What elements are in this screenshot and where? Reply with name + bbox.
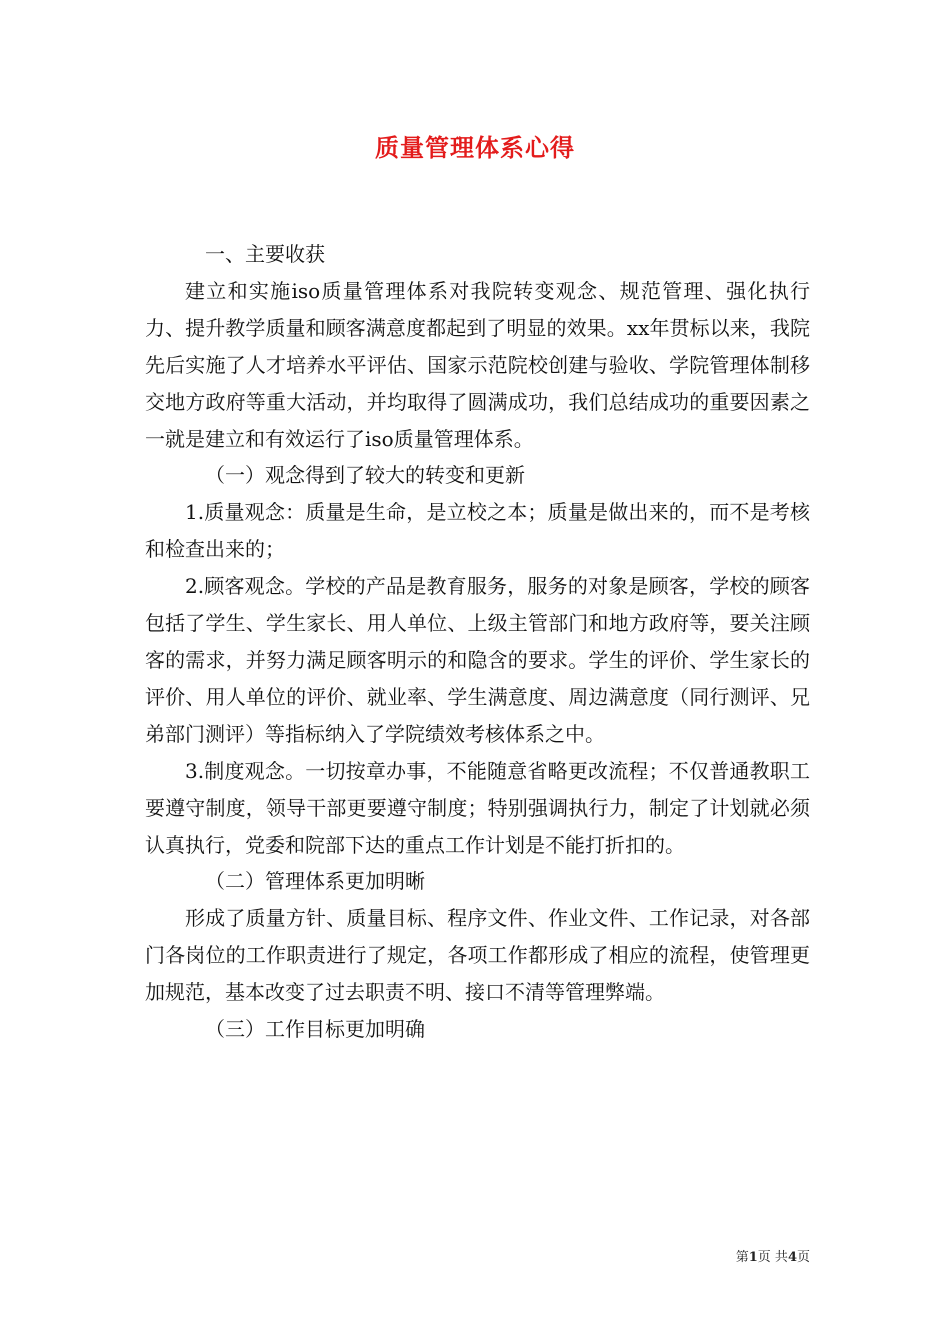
subsection-heading: （一）观念得到了较大的转变和更新 [205, 463, 525, 488]
page-title: 质量管理体系心得 [375, 133, 575, 162]
subsection-heading: （三）工作目标更加明确 [205, 1017, 425, 1042]
footer-prefix: 第 [735, 1250, 749, 1265]
total-page-number: 4 [787, 1250, 797, 1265]
body-paragraph: 建立和实施iso质量管理体系对我院转变观念、规范管理、强化执行力、提升教学质量和顾客满意度都起到了明显的效果。xx年贯标以来，我院先后实施了人才培养水平评估、国家示范院校创建与验收、学院管理体制移交地方政府等重大活动，并均取得了圆满成功，我们总结成功的重要因素之一就是建立和有效运行了iso质量管理体系。 [145, 278, 810, 451]
footer-middle: 页 共 [757, 1250, 788, 1265]
body-paragraph: 1.质量观念：质量是生命，是立校之本；质量是做出来的，而不是考核和检查出来的； [145, 500, 810, 562]
document-body [145, 236, 810, 1048]
footer-suffix: 页 [796, 1250, 810, 1265]
body-paragraph: 3.制度观念。一切按章办事，不能随意省略更改流程；不仅普通教职工要遵守制度，领导干部更要遵守制度；特别强调执行力，制定了计划就必须认真执行，党委和院部下达的重点工作计划是不能打折扣的。 [145, 758, 810, 857]
body-paragraph: 2.顾客观念。学校的产品是教育服务，服务的对象是顾客，学校的顾客包括了学生、学生家长、用人单位、上级主管部门和地方政府等，要关注顾客的需求，并努力满足顾客明示的和隐含的要求。学生的评价、学生家长的评价、用人单位的评价、就业率、学生满意度、周边满意度（同行测评、兄弟部门测评）等指标纳入了学院绩效考核体系之中。 [145, 574, 810, 746]
current-page-number: 1 [748, 1250, 758, 1265]
section-heading: 一、主要收获 [205, 242, 325, 266]
subsection-heading: （二）管理体系更加明晰 [205, 869, 425, 894]
page-footer [660, 1246, 810, 1265]
body-paragraph: 形成了质量方针、质量目标、程序文件、作业文件、工作记录，对各部门各岗位的工作职责进行了规定，各项工作都形成了相应的流程，使管理更加规范，基本改变了过去职责不明、接口不清等管理弊端。 [145, 906, 810, 1005]
